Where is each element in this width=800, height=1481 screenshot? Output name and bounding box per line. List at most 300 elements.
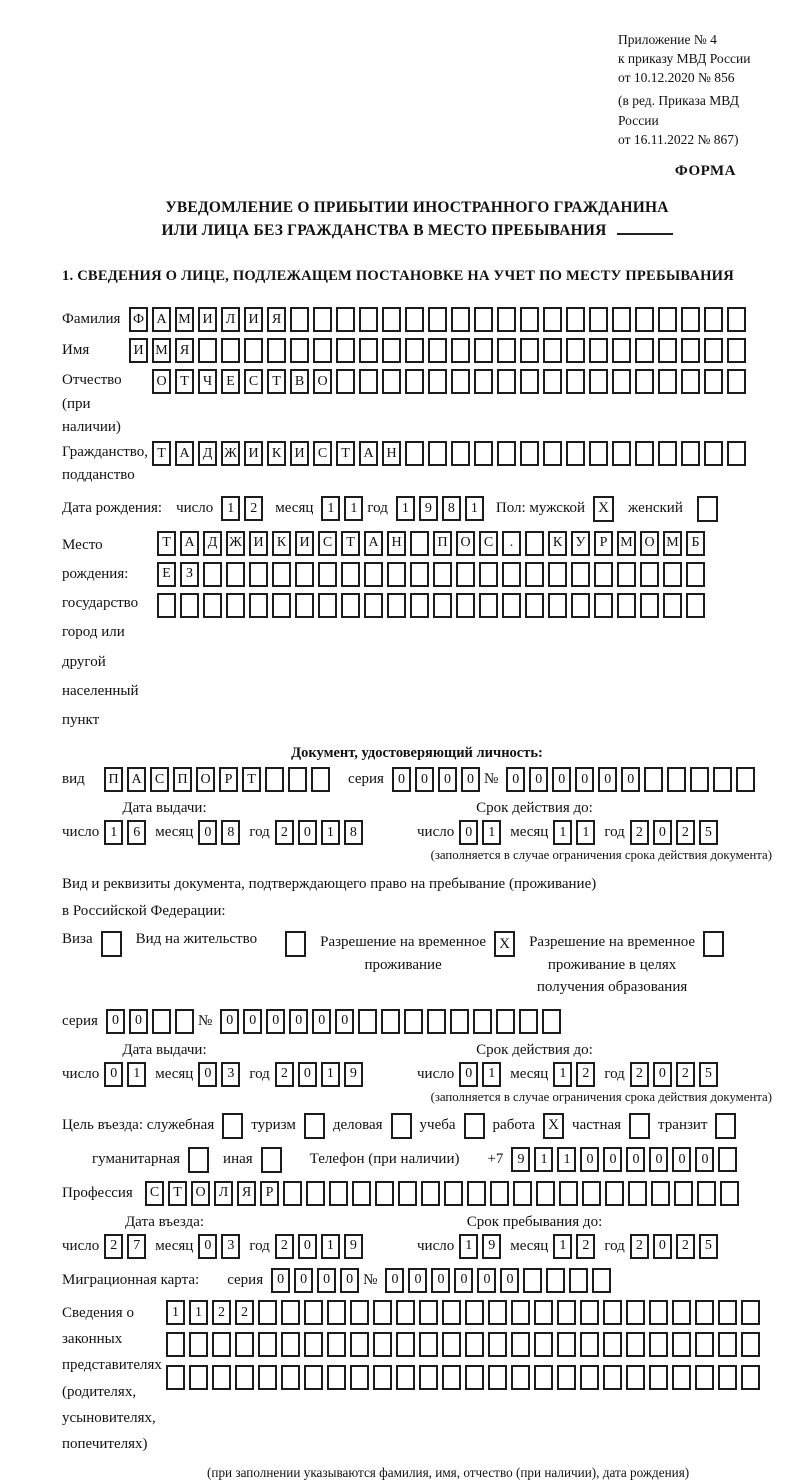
char-box[interactable] <box>212 1365 231 1390</box>
char-box[interactable] <box>681 338 700 363</box>
char-box[interactable]: 0 <box>220 1009 239 1034</box>
char-box[interactable] <box>318 562 337 587</box>
char-box[interactable]: М <box>152 338 171 363</box>
char-box[interactable] <box>695 1300 714 1325</box>
char-box[interactable]: 0 <box>500 1268 519 1293</box>
char-box[interactable]: Н <box>387 531 406 556</box>
purpose-private-checkbox[interactable] <box>629 1113 650 1139</box>
char-box[interactable]: С <box>313 441 332 466</box>
char-box[interactable] <box>382 338 401 363</box>
char-box[interactable]: 1 <box>553 1234 572 1259</box>
sex-male-checkbox[interactable]: X <box>593 496 614 522</box>
char-box[interactable]: И <box>129 338 148 363</box>
char-box[interactable] <box>502 593 521 618</box>
char-box[interactable] <box>364 562 383 587</box>
char-box[interactable]: 0 <box>653 1062 672 1087</box>
char-box[interactable] <box>697 1181 716 1206</box>
char-box[interactable]: 1 <box>482 1062 501 1087</box>
char-box[interactable]: 9 <box>344 1234 363 1259</box>
char-box[interactable] <box>442 1365 461 1390</box>
char-box[interactable] <box>166 1365 185 1390</box>
char-box[interactable] <box>520 369 539 394</box>
char-box[interactable] <box>566 338 585 363</box>
char-box[interactable] <box>727 441 746 466</box>
char-box[interactable] <box>511 1365 530 1390</box>
char-box[interactable] <box>571 562 590 587</box>
char-box[interactable]: Т <box>175 369 194 394</box>
char-box[interactable] <box>713 767 732 792</box>
purpose-official-checkbox[interactable] <box>222 1113 243 1139</box>
char-box[interactable]: 1 <box>221 496 240 521</box>
char-box[interactable] <box>741 1332 760 1357</box>
char-box[interactable] <box>663 562 682 587</box>
char-box[interactable]: 5 <box>699 1234 718 1259</box>
char-box[interactable] <box>336 307 355 332</box>
char-box[interactable]: 1 <box>344 496 363 521</box>
char-box[interactable] <box>635 307 654 332</box>
char-box[interactable] <box>249 593 268 618</box>
char-box[interactable] <box>189 1332 208 1357</box>
char-box[interactable]: 2 <box>630 820 649 845</box>
char-box[interactable]: 0 <box>317 1268 336 1293</box>
char-box[interactable]: 1 <box>321 1062 340 1087</box>
char-box[interactable] <box>272 593 291 618</box>
char-box[interactable] <box>580 1300 599 1325</box>
char-box[interactable] <box>727 307 746 332</box>
char-box[interactable] <box>741 1300 760 1325</box>
char-box[interactable] <box>474 441 493 466</box>
char-box[interactable] <box>304 1332 323 1357</box>
char-box[interactable] <box>387 593 406 618</box>
char-box[interactable]: Т <box>152 441 171 466</box>
char-box[interactable] <box>681 307 700 332</box>
char-box[interactable] <box>511 1332 530 1357</box>
char-box[interactable]: 0 <box>649 1147 668 1172</box>
char-box[interactable] <box>433 562 452 587</box>
char-box[interactable]: 2 <box>104 1234 123 1259</box>
char-box[interactable] <box>617 562 636 587</box>
char-box[interactable]: Ж <box>226 531 245 556</box>
char-box[interactable] <box>358 1009 377 1034</box>
char-box[interactable]: В <box>290 369 309 394</box>
char-box[interactable]: 8 <box>221 820 240 845</box>
char-box[interactable]: 1 <box>553 820 572 845</box>
char-box[interactable]: 0 <box>626 1147 645 1172</box>
char-box[interactable] <box>525 593 544 618</box>
char-box[interactable]: Е <box>221 369 240 394</box>
char-box[interactable]: 0 <box>298 1234 317 1259</box>
char-box[interactable] <box>456 562 475 587</box>
char-box[interactable] <box>396 1300 415 1325</box>
char-box[interactable] <box>488 1300 507 1325</box>
char-box[interactable] <box>592 1268 611 1293</box>
char-box[interactable]: Я <box>175 338 194 363</box>
char-box[interactable] <box>405 441 424 466</box>
char-box[interactable] <box>497 369 516 394</box>
char-box[interactable] <box>612 369 631 394</box>
char-box[interactable] <box>644 767 663 792</box>
char-box[interactable] <box>720 1181 739 1206</box>
char-box[interactable] <box>272 562 291 587</box>
char-box[interactable] <box>281 1365 300 1390</box>
char-box[interactable] <box>313 307 332 332</box>
char-box[interactable]: Т <box>336 441 355 466</box>
char-box[interactable]: 2 <box>235 1300 254 1325</box>
char-box[interactable] <box>603 1332 622 1357</box>
char-box[interactable]: 0 <box>672 1147 691 1172</box>
char-box[interactable] <box>603 1300 622 1325</box>
char-box[interactable] <box>513 1181 532 1206</box>
char-box[interactable] <box>235 1365 254 1390</box>
char-box[interactable] <box>672 1332 691 1357</box>
char-box[interactable] <box>640 593 659 618</box>
char-box[interactable]: Б <box>686 531 705 556</box>
char-box[interactable]: 0 <box>271 1268 290 1293</box>
char-box[interactable] <box>473 1009 492 1034</box>
char-box[interactable] <box>523 1268 542 1293</box>
char-box[interactable]: 0 <box>506 767 525 792</box>
char-box[interactable]: Д <box>203 531 222 556</box>
char-box[interactable]: Р <box>594 531 613 556</box>
residence-permit-checkbox[interactable] <box>285 931 306 957</box>
char-box[interactable] <box>341 562 360 587</box>
char-box[interactable] <box>290 307 309 332</box>
char-box[interactable]: 0 <box>529 767 548 792</box>
char-box[interactable]: О <box>152 369 171 394</box>
char-box[interactable]: И <box>290 441 309 466</box>
char-box[interactable] <box>350 1332 369 1357</box>
char-box[interactable]: М <box>175 307 194 332</box>
char-box[interactable] <box>474 338 493 363</box>
char-box[interactable] <box>451 307 470 332</box>
char-box[interactable] <box>421 1181 440 1206</box>
char-box[interactable]: 0 <box>695 1147 714 1172</box>
char-box[interactable]: 1 <box>127 1062 146 1087</box>
char-box[interactable] <box>667 767 686 792</box>
purpose-work-checkbox[interactable]: X <box>543 1113 564 1139</box>
char-box[interactable]: 2 <box>630 1234 649 1259</box>
char-box[interactable]: С <box>318 531 337 556</box>
char-box[interactable] <box>267 338 286 363</box>
char-box[interactable] <box>566 441 585 466</box>
char-box[interactable] <box>258 1332 277 1357</box>
char-box[interactable] <box>658 338 677 363</box>
char-box[interactable] <box>536 1181 555 1206</box>
char-box[interactable]: К <box>548 531 567 556</box>
char-box[interactable]: 1 <box>534 1147 553 1172</box>
char-box[interactable]: 9 <box>419 496 438 521</box>
char-box[interactable] <box>612 338 631 363</box>
char-box[interactable] <box>557 1332 576 1357</box>
char-box[interactable]: 6 <box>127 820 146 845</box>
char-box[interactable] <box>672 1365 691 1390</box>
sex-female-checkbox[interactable] <box>697 496 718 522</box>
char-box[interactable] <box>626 1300 645 1325</box>
char-box[interactable] <box>543 369 562 394</box>
char-box[interactable] <box>373 1300 392 1325</box>
char-box[interactable] <box>327 1300 346 1325</box>
char-box[interactable] <box>651 1181 670 1206</box>
char-box[interactable] <box>589 338 608 363</box>
purpose-business-checkbox[interactable] <box>391 1113 412 1139</box>
char-box[interactable] <box>189 1365 208 1390</box>
char-box[interactable] <box>350 1300 369 1325</box>
char-box[interactable] <box>649 1365 668 1390</box>
char-box[interactable] <box>410 593 429 618</box>
char-box[interactable]: 1 <box>459 1234 478 1259</box>
char-box[interactable] <box>444 1181 463 1206</box>
char-box[interactable] <box>649 1300 668 1325</box>
char-box[interactable]: Р <box>260 1181 279 1206</box>
char-box[interactable] <box>212 1332 231 1357</box>
char-box[interactable] <box>628 1181 647 1206</box>
char-box[interactable] <box>382 369 401 394</box>
char-box[interactable] <box>511 1300 530 1325</box>
char-box[interactable] <box>405 338 424 363</box>
char-box[interactable] <box>313 338 332 363</box>
char-box[interactable]: 0 <box>459 1062 478 1087</box>
char-box[interactable]: 0 <box>477 1268 496 1293</box>
char-box[interactable] <box>520 338 539 363</box>
char-box[interactable]: 8 <box>344 820 363 845</box>
char-box[interactable] <box>663 593 682 618</box>
char-box[interactable]: Ф <box>129 307 148 332</box>
char-box[interactable] <box>419 1300 438 1325</box>
char-box[interactable] <box>198 338 217 363</box>
char-box[interactable] <box>674 1181 693 1206</box>
char-box[interactable] <box>718 1332 737 1357</box>
char-box[interactable]: И <box>244 307 263 332</box>
char-box[interactable]: О <box>456 531 475 556</box>
char-box[interactable]: 0 <box>621 767 640 792</box>
char-box[interactable] <box>327 1365 346 1390</box>
char-box[interactable]: 0 <box>438 767 457 792</box>
char-box[interactable] <box>490 1181 509 1206</box>
char-box[interactable]: З <box>180 562 199 587</box>
char-box[interactable] <box>442 1300 461 1325</box>
char-box[interactable] <box>704 338 723 363</box>
char-box[interactable] <box>718 1300 737 1325</box>
char-box[interactable]: Р <box>219 767 238 792</box>
char-box[interactable] <box>387 562 406 587</box>
char-box[interactable] <box>649 1332 668 1357</box>
char-box[interactable]: 0 <box>415 767 434 792</box>
char-box[interactable]: О <box>191 1181 210 1206</box>
char-box[interactable]: А <box>127 767 146 792</box>
char-box[interactable] <box>203 593 222 618</box>
char-box[interactable]: 0 <box>580 1147 599 1172</box>
char-box[interactable] <box>557 1365 576 1390</box>
char-box[interactable] <box>221 338 240 363</box>
char-box[interactable] <box>497 307 516 332</box>
char-box[interactable]: 1 <box>557 1147 576 1172</box>
char-box[interactable]: К <box>272 531 291 556</box>
char-box[interactable]: Л <box>214 1181 233 1206</box>
edu-permit-checkbox[interactable] <box>703 931 724 957</box>
char-box[interactable]: И <box>198 307 217 332</box>
purpose-transit-checkbox[interactable] <box>715 1113 736 1139</box>
char-box[interactable] <box>534 1332 553 1357</box>
char-box[interactable] <box>718 1147 737 1172</box>
char-box[interactable] <box>381 1009 400 1034</box>
char-box[interactable]: 2 <box>676 820 695 845</box>
char-box[interactable] <box>281 1332 300 1357</box>
char-box[interactable] <box>488 1365 507 1390</box>
char-box[interactable]: 0 <box>603 1147 622 1172</box>
char-box[interactable] <box>451 369 470 394</box>
char-box[interactable] <box>359 369 378 394</box>
char-box[interactable]: 0 <box>575 767 594 792</box>
char-box[interactable] <box>329 1181 348 1206</box>
char-box[interactable]: К <box>267 441 286 466</box>
char-box[interactable] <box>571 593 590 618</box>
char-box[interactable] <box>398 1181 417 1206</box>
char-box[interactable] <box>519 1009 538 1034</box>
char-box[interactable] <box>410 562 429 587</box>
char-box[interactable]: 0 <box>104 1062 123 1087</box>
char-box[interactable]: А <box>364 531 383 556</box>
char-box[interactable]: 2 <box>244 496 263 521</box>
char-box[interactable] <box>336 338 355 363</box>
char-box[interactable]: 5 <box>699 1062 718 1087</box>
char-box[interactable] <box>375 1181 394 1206</box>
char-box[interactable] <box>427 1009 446 1034</box>
char-box[interactable]: 2 <box>212 1300 231 1325</box>
char-box[interactable]: Т <box>341 531 360 556</box>
char-box[interactable]: П <box>104 767 123 792</box>
char-box[interactable]: П <box>433 531 452 556</box>
char-box[interactable] <box>295 593 314 618</box>
char-box[interactable] <box>442 1332 461 1357</box>
char-box[interactable] <box>359 307 378 332</box>
char-box[interactable]: 0 <box>294 1268 313 1293</box>
char-box[interactable] <box>525 562 544 587</box>
char-box[interactable] <box>180 593 199 618</box>
char-box[interactable] <box>589 441 608 466</box>
char-box[interactable] <box>543 338 562 363</box>
char-box[interactable]: 0 <box>198 1062 217 1087</box>
char-box[interactable]: 0 <box>243 1009 262 1034</box>
char-box[interactable]: 1 <box>321 496 340 521</box>
char-box[interactable]: С <box>145 1181 164 1206</box>
char-box[interactable] <box>557 1300 576 1325</box>
char-box[interactable] <box>704 441 723 466</box>
char-box[interactable]: 2 <box>676 1234 695 1259</box>
char-box[interactable] <box>612 441 631 466</box>
char-box[interactable] <box>336 369 355 394</box>
char-box[interactable]: 0 <box>385 1268 404 1293</box>
char-box[interactable]: Т <box>168 1181 187 1206</box>
char-box[interactable] <box>350 1365 369 1390</box>
char-box[interactable] <box>640 562 659 587</box>
char-box[interactable]: 0 <box>340 1268 359 1293</box>
char-box[interactable] <box>451 338 470 363</box>
char-box[interactable] <box>589 369 608 394</box>
char-box[interactable] <box>681 441 700 466</box>
char-box[interactable] <box>497 441 516 466</box>
char-box[interactable]: 0 <box>106 1009 125 1034</box>
char-box[interactable] <box>580 1332 599 1357</box>
char-box[interactable] <box>341 593 360 618</box>
char-box[interactable]: Т <box>157 531 176 556</box>
char-box[interactable]: Д <box>198 441 217 466</box>
char-box[interactable]: 0 <box>312 1009 331 1034</box>
char-box[interactable]: 0 <box>598 767 617 792</box>
char-box[interactable] <box>686 593 705 618</box>
char-box[interactable] <box>419 1332 438 1357</box>
char-box[interactable] <box>290 338 309 363</box>
char-box[interactable]: 0 <box>408 1268 427 1293</box>
char-box[interactable]: 0 <box>335 1009 354 1034</box>
char-box[interactable] <box>594 593 613 618</box>
char-box[interactable] <box>295 562 314 587</box>
char-box[interactable]: А <box>152 307 171 332</box>
char-box[interactable]: 2 <box>275 1062 294 1087</box>
char-box[interactable]: Т <box>267 369 286 394</box>
char-box[interactable]: Л <box>221 307 240 332</box>
char-box[interactable] <box>658 369 677 394</box>
char-box[interactable]: 1 <box>321 820 340 845</box>
char-box[interactable] <box>258 1300 277 1325</box>
char-box[interactable] <box>534 1300 553 1325</box>
char-box[interactable]: 0 <box>298 820 317 845</box>
char-box[interactable] <box>543 441 562 466</box>
char-box[interactable] <box>318 593 337 618</box>
char-box[interactable]: 2 <box>275 1234 294 1259</box>
char-box[interactable]: Н <box>382 441 401 466</box>
char-box[interactable]: 0 <box>431 1268 450 1293</box>
char-box[interactable] <box>548 593 567 618</box>
char-box[interactable] <box>281 1300 300 1325</box>
char-box[interactable] <box>548 562 567 587</box>
char-box[interactable]: О <box>313 369 332 394</box>
char-box[interactable] <box>603 1365 622 1390</box>
char-box[interactable] <box>419 1365 438 1390</box>
char-box[interactable] <box>382 307 401 332</box>
char-box[interactable] <box>428 307 447 332</box>
char-box[interactable] <box>352 1181 371 1206</box>
char-box[interactable] <box>605 1181 624 1206</box>
char-box[interactable] <box>226 562 245 587</box>
char-box[interactable]: Ч <box>198 369 217 394</box>
char-box[interactable]: М <box>617 531 636 556</box>
char-box[interactable] <box>525 531 544 556</box>
char-box[interactable] <box>235 1332 254 1357</box>
char-box[interactable]: А <box>359 441 378 466</box>
char-box[interactable]: И <box>249 531 268 556</box>
char-box[interactable] <box>658 307 677 332</box>
char-box[interactable]: . <box>502 531 521 556</box>
char-box[interactable] <box>456 593 475 618</box>
char-box[interactable] <box>175 1009 194 1034</box>
char-box[interactable]: 7 <box>127 1234 146 1259</box>
char-box[interactable] <box>727 369 746 394</box>
char-box[interactable]: О <box>196 767 215 792</box>
char-box[interactable]: 1 <box>396 496 415 521</box>
char-box[interactable] <box>265 767 284 792</box>
char-box[interactable] <box>496 1009 515 1034</box>
char-box[interactable] <box>428 441 447 466</box>
char-box[interactable]: О <box>640 531 659 556</box>
char-box[interactable] <box>304 1365 323 1390</box>
char-box[interactable] <box>306 1181 325 1206</box>
char-box[interactable] <box>681 369 700 394</box>
char-box[interactable]: 0 <box>459 820 478 845</box>
char-box[interactable] <box>580 1365 599 1390</box>
char-box[interactable]: 0 <box>129 1009 148 1034</box>
char-box[interactable] <box>695 1332 714 1357</box>
char-box[interactable]: А <box>175 441 194 466</box>
